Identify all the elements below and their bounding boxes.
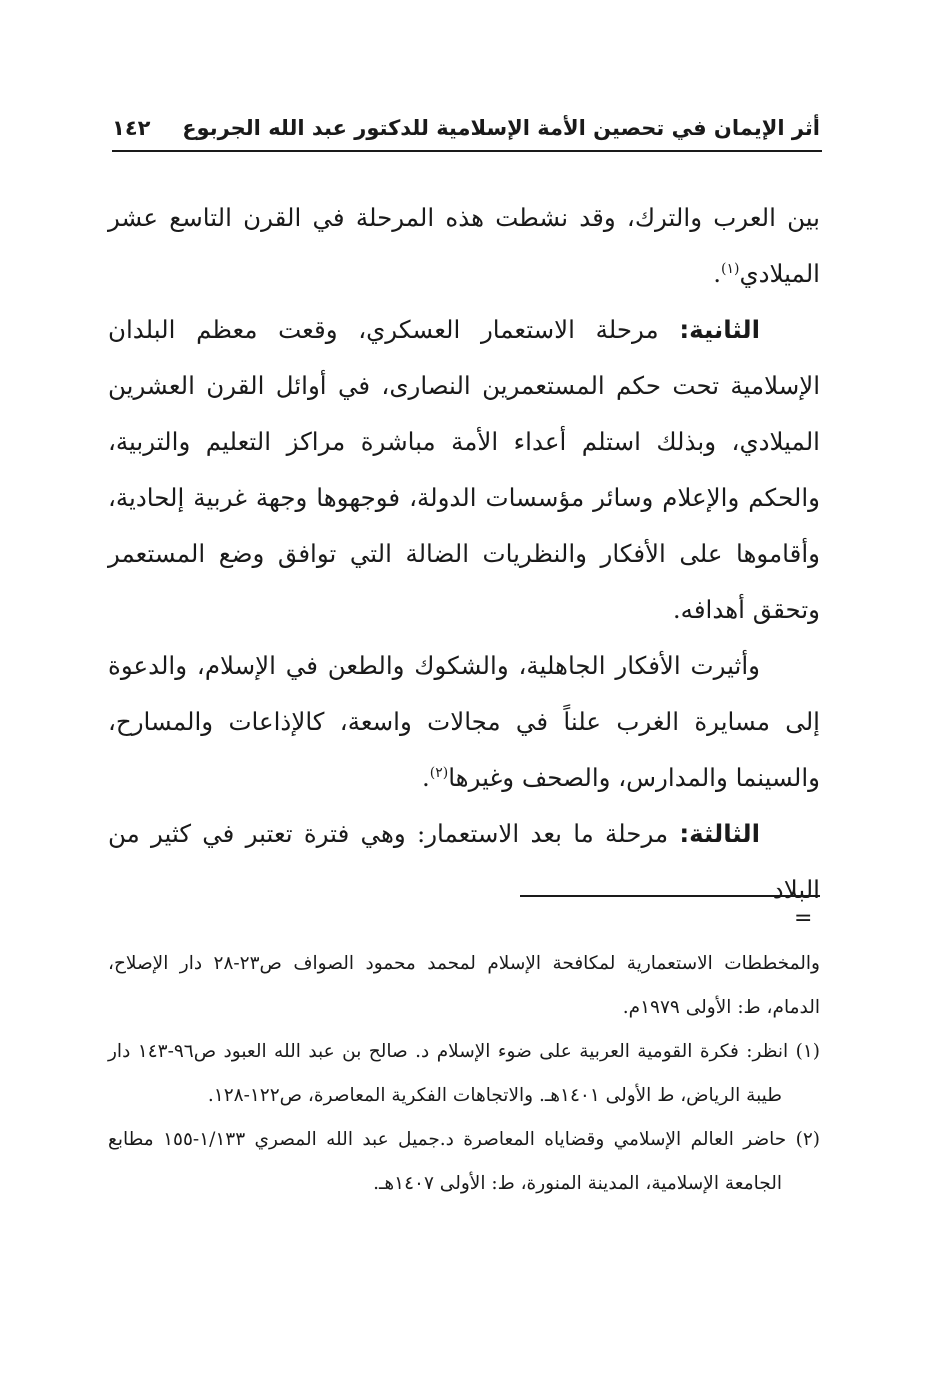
footnote-continuation-mark: = <box>794 906 813 931</box>
footnote-1: (١) انظر: فكرة القومية العربية على ضوء الإسلام د. صالح بن عبد الله العبود ص٩٦-١٤٣ دار طيبة الرياض، ط الأولى ١٤٠١هـ. والاتجاهات الفكرية المعاصرة، ص١٢٢-١٢٨. <box>108 1041 820 1106</box>
footnote-rule <box>520 895 820 897</box>
main-text <box>108 190 820 918</box>
footnote-continuation: والمخططات الاستعمارية لمكافحة الإسلام لمحمد محمود الصواف ص٢٣-٢٨ دار الإصلاح، الدمام، ط: الأولى ١٩٧٩م. <box>108 953 820 1018</box>
paragraph-2-text: مرحلة الاستعمار العسكري، وقعت معظم البلدان الإسلامية تحت حكم المستعمرين النصارى، في أوائل القرن العشرين الميلادي، وبذلك استلم أعداء الأمة مباشرة مراكز التعليم والتربية، والحكم والإعلام وسائر مؤسسات الدولة، فوجهوها وجهة غربية إلحادية، وأقاموها على الأفكار والنظريات الضالة التي توافق وضع المستعمر وتحقق أهدافه. <box>108 315 820 624</box>
footnotes <box>108 942 820 1206</box>
page-number: ١٤٢ <box>112 116 151 140</box>
footnote-2: (٢) حاضر العالم الإسلامي وقضاياه المعاصرة د.جميل عبد الله المصري ١/١٣٣-١٥٥ مطابع الجامعة الإسلامية، المدينة المنورة، ط: الأولى ١٤٠٧هـ. <box>108 1129 820 1194</box>
paragraph-1-end: . <box>713 259 721 288</box>
footnote-ref-2: (٢) <box>429 764 449 781</box>
paragraph-3 <box>108 638 820 806</box>
paragraph-1 <box>108 190 820 302</box>
header-rule <box>112 150 822 152</box>
footnote-ref-1: (١) <box>720 260 740 277</box>
paragraph-1-text: بين العرب والترك، وقد نشطت هذه المرحلة في القرن التاسع عشر الميلادي <box>108 203 820 288</box>
paragraph-3-end: . <box>421 763 430 792</box>
running-title: أثر الإيمان في تحصين الأمة الإسلامية للدكتور عبد الله الجربوع <box>182 116 820 140</box>
paragraph-4-lead: الثالثة: <box>679 819 760 848</box>
paragraph-2 <box>108 302 820 638</box>
paragraph-2-lead: الثانية: <box>679 315 760 344</box>
paragraph-4-text: مرحلة ما بعد الاستعمار: وهي فترة تعتبر في كثير من البلاد <box>108 819 820 904</box>
running-header <box>112 108 820 148</box>
paragraph-4 <box>108 806 820 918</box>
paragraph-3-text: وأثيرت الأفكار الجاهلية، والشكوك والطعن في الإسلام، والدعوة إلى مسايرة الغرب علناً في مجالات واسعة، كالإذاعات والمسارح، والسينما والمدارس، والصحف وغيرها <box>108 651 820 792</box>
